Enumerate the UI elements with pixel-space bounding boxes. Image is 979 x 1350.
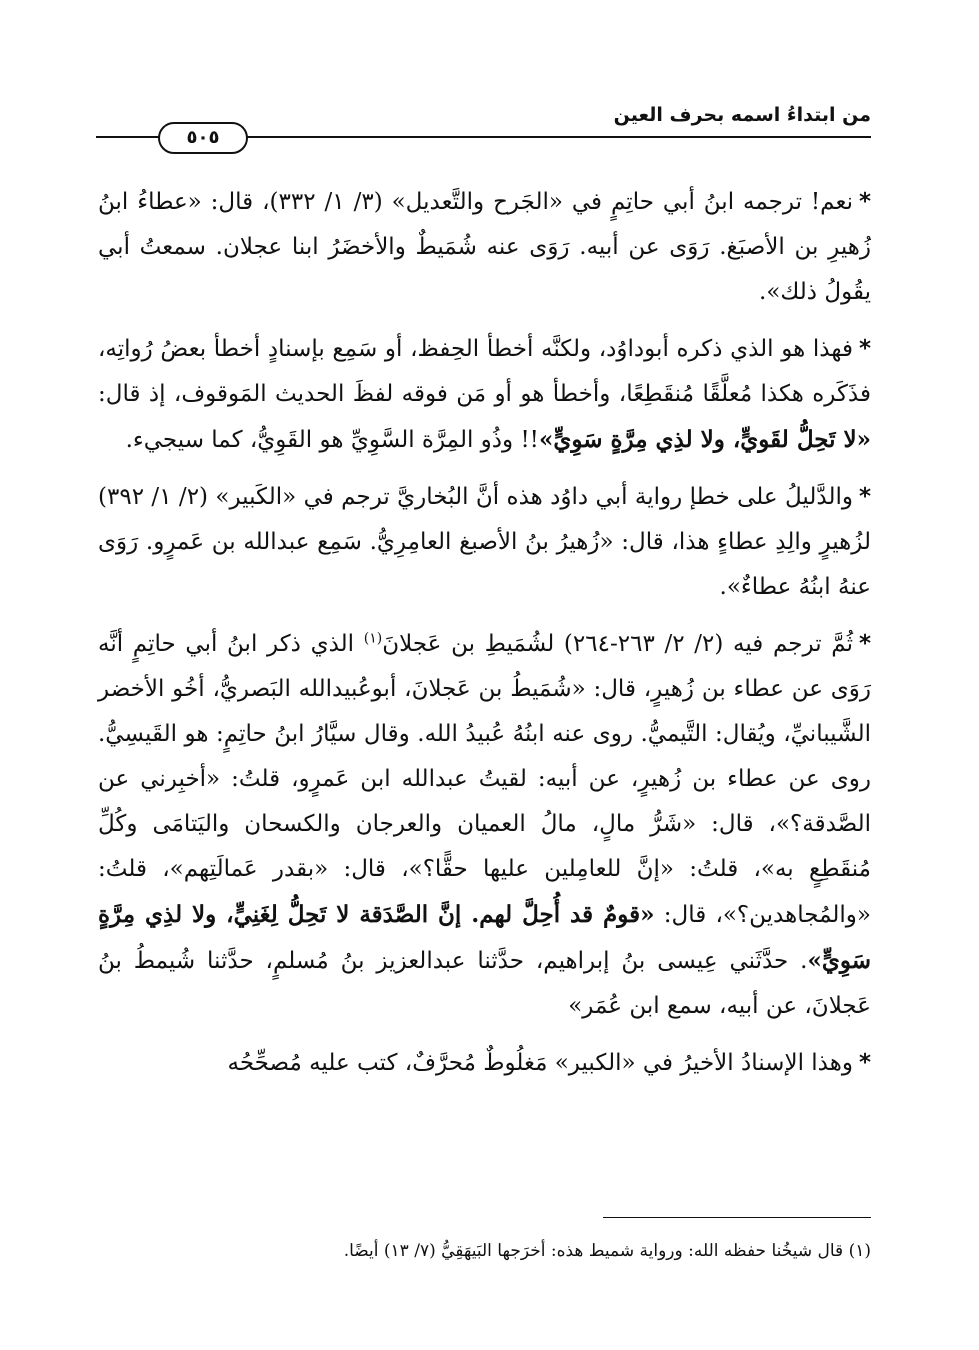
paragraph-4-text-a: ثُمَّ ترجم فيه (٢/ ٢/ ٢٦٣-٢٦٤) لشُمَيطِ بن عَجلانَ — [382, 631, 853, 657]
paragraph-5-text: وهذا الإسنادُ الأخيرُ في «الكبير» مَغلُوطٌ مُحرَّفٌ، كتب عليه مُصحِّحُه — [227, 1050, 853, 1076]
asterisk-icon: * — [858, 189, 871, 215]
main-text — [98, 180, 871, 1086]
paragraph-4-text-c: . حدَّثَني عِيسى بنُ إبراهيم، حدَّثنا عبدالعزيز بنُ مُسلمٍ، حدَّثنا شُيمطُ بنُ عَجلانَ، عن أبيه، سمع ابن عُمَر» — [98, 948, 871, 1019]
paragraph-3-text: والدَّليلُ على خطإ رواية أبي داوُد هذه أنَّ البُخاريَّ ترجم في «الكَبير» (٢/ ١/ ٣٩٢) لزُهيرٍ والِدِ عطاءٍ هذا، قال: «زُهيرُ بنُ الأصبغ العامِرِيُّ. سَمِع عبدالله بن عَمرٍو. رَوَى عنهُ ابنُهُ عطاءٌ». — [98, 484, 871, 600]
paragraph-4-bold-quote: «قومٌ قد أُحِلَّ لهم. إنَّ الصَّدَقة لا تَحِلُّ لِغَنِيٍّ، ولا لذِي مِرَّةٍ سَوِيٍّ» — [98, 901, 871, 974]
footnote-reference[interactable]: (١) — [363, 630, 383, 647]
asterisk-icon: * — [858, 484, 871, 510]
paragraph-1-text: نعم! ترجمه ابنُ أبي حاتِمٍ في «الجَرح والتَّعديل» (٣/ ١/ ٣٣٢)، قال: «عطاءُ ابنُ زُهيرِ بن الأصبَغ. رَوَى عن أبيه. رَوَى عنه شُمَيطٌ والأخضَرُ ابنا عجلان. سمعتُ أبي يقُولُ ذلك». — [98, 189, 871, 305]
paragraph-1 — [98, 180, 871, 315]
asterisk-icon: * — [858, 336, 871, 362]
paragraph-2-text-a: فهذا هو الذي ذكره أبوداوُد، ولكنَّه أخطأ الحِفظ، أو سَمِع بإسنادٍ أخطأ بعضُ رُواتِه، فذَكَره هكذا مُعلَّقًا مُنقَطِعًا، وأخطأ هو أو مَن فوقه لفظَ الحديث المَوقوف، إذ قال: — [98, 336, 871, 407]
page-number: ٥٠٥ — [158, 122, 248, 154]
footnote: (١) قال شيخُنا حفظه الله: ورواية شميط هذه: أخرَجها البَيهَقِيُّ (٧/ ١٣) أيضًا. — [343, 1241, 871, 1261]
paragraph-4-text-b: الذي ذكر ابنُ أبي حاتِمٍ أنَّه رَوَى عن عطاء بن زُهيرٍ، قال: «شُمَيطُ بن عَجلانَ، أبوعُبيدالله البَصريُّ، أخُو الأخضر الشَّيبانيِّ، ويُقال: التَّيميُّ. روى عنه ابنُهُ عُبيدُ الله. وقال سيَّارُ ابنُ حاتِمٍ: هو القَيسِيُّ. روى عن عطاء بن زُهيرٍ، عن أبيه: لقيتُ عبدالله ابن عَمرٍو، قلتُ: «أخبِرني عن الصَّدقة؟»، قال: «شَرُّ مالٍ، مالُ العميان والعرجان والكسحان واليَتامَى وكُلِّ مُنقَطِعٍ به»، قلتُ: «إنَّ للعامِلين عليها حقًّا؟»، قال: «بقدر عَمالَتِهم»، قلتُ: «والمُجاهدين؟»، قال: — [98, 631, 871, 928]
paragraph-4 — [98, 622, 871, 1029]
paragraph-2-text-b: !! وذُو المِرَّة السَّوِيِّ هو القَوِيُّ، كما سيجيء. — [125, 427, 539, 453]
paragraph-2 — [98, 327, 871, 463]
asterisk-icon: * — [858, 631, 872, 657]
running-title: من ابتداءُ اسمه بحرف العين — [613, 104, 871, 126]
paragraph-2-bold-quote: «لا تَحِلُّ لقَويٍّ، ولا لذِي مِرَّةٍ سَوِيٍّ» — [538, 426, 871, 453]
asterisk-icon: * — [858, 1050, 871, 1076]
page-header — [96, 104, 871, 160]
footnote-divider — [603, 1217, 871, 1218]
paragraph-5 — [98, 1041, 871, 1086]
paragraph-3 — [98, 475, 871, 610]
